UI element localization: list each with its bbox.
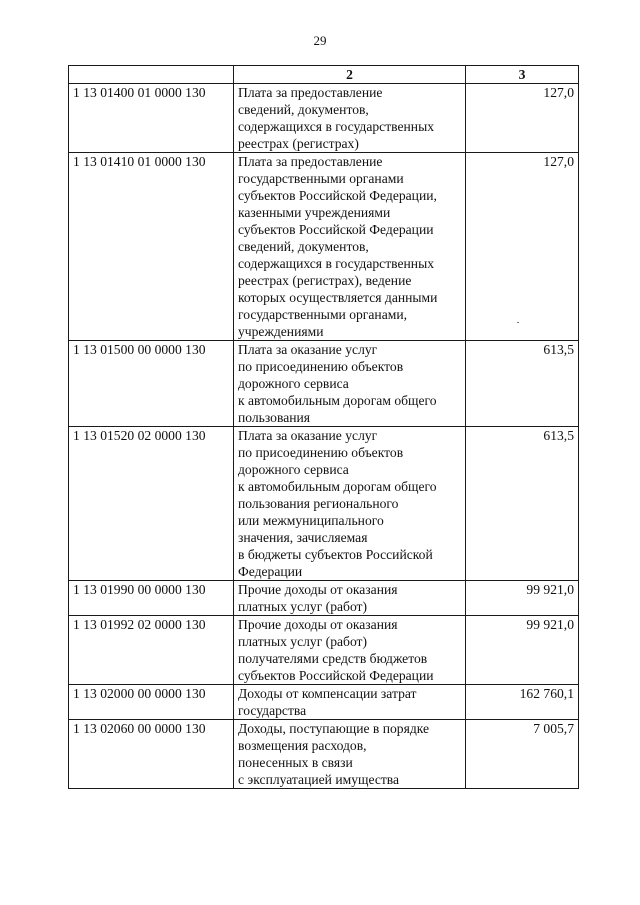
table-row [69, 616, 579, 685]
revenue-table [68, 65, 579, 789]
header-cell-code [69, 66, 234, 84]
amount-cell: 99 921,0 [466, 581, 579, 616]
page-number: 29 [313, 33, 327, 48]
amount-cell: 7 005,7 [466, 720, 579, 789]
amount-cell: 99 921,0 [466, 616, 579, 685]
revenue-name-cell [234, 153, 466, 341]
revenue-name-cell [234, 427, 466, 581]
table-row [69, 153, 579, 341]
table-row [69, 720, 579, 789]
amount-cell: 613,5 [466, 427, 579, 581]
table-row [69, 685, 579, 720]
revenue-name-text: Плата за оказание услуг по присоединению объектов дорожного сервиса к автомобильным дорогам общего пользования регионального или межмуниципального значения, зачисляемая в бюджеты субъектов Российской Федерации [238, 428, 437, 579]
scan-artifact-dot [517, 322, 519, 323]
header-cell-amount: 3 [466, 66, 579, 84]
amount-cell: 127,0 [466, 153, 579, 341]
revenue-name-cell [234, 581, 466, 616]
budget-code-cell: 1 13 01400 01 0000 130 [69, 84, 234, 153]
budget-code-cell: 1 13 01990 00 0000 130 [69, 581, 234, 616]
table-header-row [69, 66, 579, 84]
budget-code-cell: 1 13 01520 02 0000 130 [69, 427, 234, 581]
budget-code-cell: 1 13 01992 02 0000 130 [69, 616, 234, 685]
budget-code-cell: 1 13 02060 00 0000 130 [69, 720, 234, 789]
revenue-name-text: Доходы, поступающие в порядке возмещения расходов, понесенных в связи с эксплуатацией имущества [238, 721, 430, 787]
revenue-name-cell [234, 616, 466, 685]
table-row [69, 427, 579, 581]
table-row [69, 581, 579, 616]
revenue-name-cell [234, 341, 466, 427]
budget-code-cell: 1 13 02000 00 0000 130 [69, 685, 234, 720]
budget-code-cell: 1 13 01500 00 0000 130 [69, 341, 234, 427]
header-cell-name: 2 [234, 66, 466, 84]
budget-code-cell: 1 13 01410 01 0000 130 [69, 153, 234, 341]
amount-cell: 127,0 [466, 84, 579, 153]
amount-cell: 613,5 [466, 341, 579, 427]
revenue-name-text: Прочие доходы от оказания платных услуг (работ) получателями средств бюджетов субъектов Российской Федерации [238, 617, 434, 683]
revenue-name-cell [234, 84, 466, 153]
revenue-name-text: Плата за предоставление сведений, документов, содержащихся в государственных реестрах (регистрах) [238, 85, 435, 151]
revenue-name-text: Плата за оказание услуг по присоединению объектов дорожного сервиса к автомобильным дорогам общего пользования [238, 342, 437, 425]
table-row [69, 84, 579, 153]
revenue-name-text: Плата за предоставление государственными органами субъектов Российской Федерации, казенными учреждениями субъектов Российской Федерации сведений, документов, содержащихся в государственных реестрах (регистрах), ведение которых осуществляется данными государственными органами, учреждениями [238, 154, 438, 339]
revenue-name-text: Доходы от компенсации затрат государства [238, 686, 417, 718]
amount-cell: 162 760,1 [466, 685, 579, 720]
revenue-name-cell [234, 720, 466, 789]
table-row [69, 341, 579, 427]
revenue-name-cell [234, 685, 466, 720]
revenue-name-text: Прочие доходы от оказания платных услуг (работ) [238, 582, 398, 614]
